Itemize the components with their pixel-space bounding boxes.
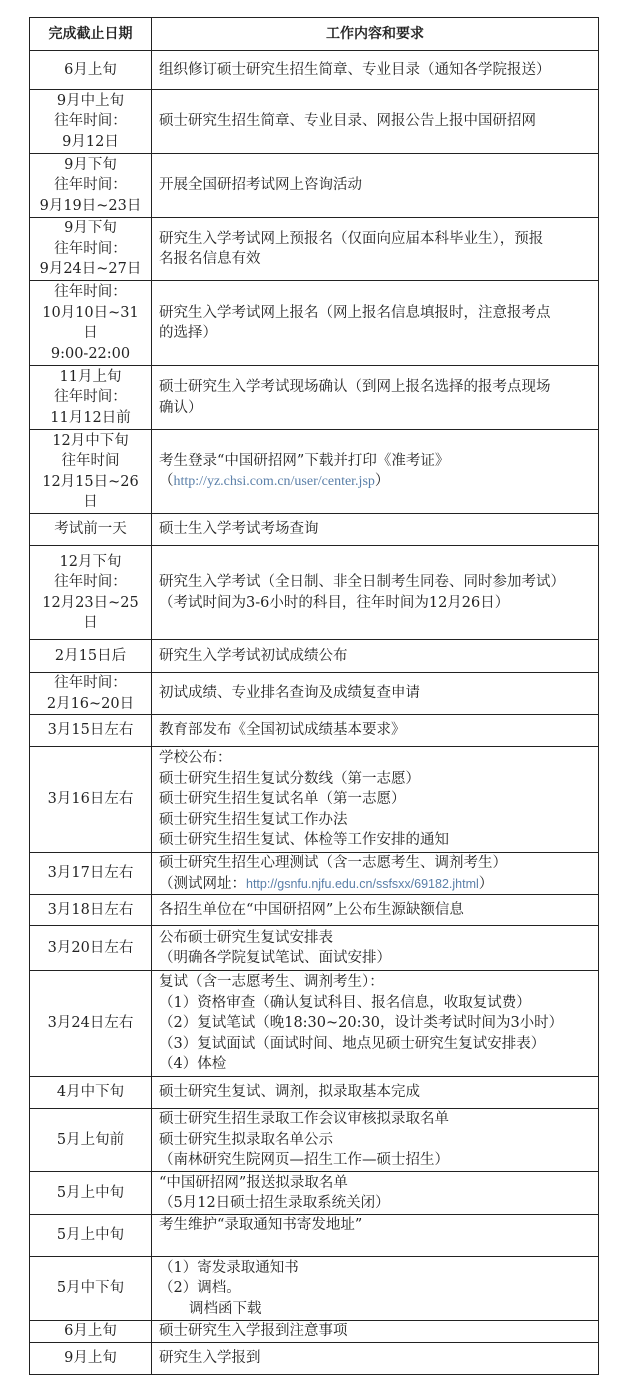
deadline-cell [30, 546, 152, 640]
table-row [30, 1215, 599, 1257]
content-cell [152, 154, 599, 218]
table-row [30, 90, 599, 154]
table-row [30, 546, 599, 640]
deadline-cell [30, 747, 152, 853]
table-row [30, 154, 599, 218]
deadline-line: 3月16日左右 [47, 791, 134, 808]
table-row [30, 853, 599, 895]
link-suffix: ） [374, 473, 390, 489]
deadline-line: 9月12日 [62, 133, 119, 150]
content-cell [152, 218, 599, 281]
table-row [30, 1321, 599, 1343]
deadline-line: 5月上中旬 [56, 1227, 125, 1244]
content-line: （明确各学院复试笔试、面试安排） [159, 950, 391, 966]
content-cell [152, 853, 599, 895]
deadline-line: 往年时间： [54, 574, 127, 590]
content-cell [152, 366, 599, 430]
header-deadline: 完成截止日期 [30, 18, 152, 51]
content-line: （5月12日硕士招生录取系统关闭） [159, 1195, 390, 1211]
deadline-line: 往年时间： [54, 284, 127, 300]
content-line: “中国研招网”报送拟录取名单 [159, 1174, 348, 1191]
content-line: （1）寄发录取通知书 [159, 1259, 299, 1276]
content-line: 考生维护“录取通知书寄发地址” [159, 1217, 363, 1233]
content-cell [152, 546, 599, 640]
table-row [30, 1109, 599, 1172]
deadline-line: 12月23日~25 [42, 594, 139, 611]
content-line: （考试时间为3-6小时的科目，往年时间为12月26日） [159, 594, 510, 611]
admission-schedule-table [29, 17, 599, 1375]
content-line: 硕士研究生招生复试工作办法 [159, 811, 348, 828]
deadline-line: 9:00-22:00 [50, 345, 131, 362]
content-cell [152, 747, 599, 853]
deadline-line: 日 [83, 325, 98, 341]
content-line: 组织修订硕士研究生招生简章、专业目录（通知各学院报送） [159, 61, 551, 78]
content-line: 研究生入学考试（全日制、非全日制考生同卷、同时参加考试） [159, 574, 565, 590]
table-row [30, 1257, 599, 1321]
content-line: 硕士研究生招生简章、专业目录、网报公告上报中国研招网 [159, 113, 536, 130]
content-cell [152, 895, 599, 926]
deadline-line: 5月中下旬 [56, 1280, 125, 1297]
content-line: 名报名信息有效 [159, 251, 261, 267]
deadline-line: 11月12日前 [50, 409, 131, 426]
content-line: （2）调档。 [159, 1280, 241, 1297]
table-row [30, 673, 599, 715]
content-line: （4）体检 [159, 1056, 227, 1073]
content-cell [152, 640, 599, 673]
content-line [159, 874, 598, 895]
content-cell [152, 971, 599, 1077]
deadline-line: 3月15日左右 [47, 722, 134, 739]
content-line: 硕士研究生招生复试、体检等工作安排的通知 [159, 832, 449, 849]
content-line: （3）复试面试（面试时间、地点见硕士研究生复试安排表） [159, 1035, 546, 1052]
content-line: 复试（含一志愿考生、调剂考生）： [159, 974, 384, 991]
deadline-line: 3月24日左右 [47, 1015, 134, 1032]
deadline-line: 12月下旬 [59, 553, 122, 570]
url-link[interactable]: http://yz.chsi.com.cn/user/center.jsp [173, 474, 375, 489]
content-cell [152, 926, 599, 971]
header-content: 工作内容和要求 [152, 18, 599, 51]
deadline-cell [30, 51, 152, 90]
table-row [30, 971, 599, 1077]
content-cell [152, 673, 599, 715]
deadline-line: 12月15日~26 [42, 473, 139, 490]
deadline-line: 2月16~20日 [46, 695, 135, 712]
deadline-line: 6月上旬 [64, 1323, 117, 1340]
content-line: 考生登录“中国研招网”下载并打印《准考证》 [159, 452, 450, 469]
content-cell [152, 430, 599, 514]
deadline-cell [30, 90, 152, 154]
content-line: 硕士研究生拟录取名单公示 [159, 1131, 333, 1148]
content-cell [152, 1172, 599, 1215]
content-line: 硕士研究生招生录取工作会议审核拟录取名单 [159, 1111, 449, 1128]
link-prefix: （ [159, 473, 174, 489]
link-prefix: （测试网址： [159, 875, 246, 892]
content-line: 研究生入学考试网上预报名（仅面向应届本科毕业生），预报 [159, 230, 544, 247]
url-link[interactable]: http://gsnfu.njfu.edu.cn/ssfsxx/69182.jhtml [246, 876, 479, 891]
content-line: 研究生入学考试初试成绩公布 [159, 647, 348, 664]
deadline-cell [30, 853, 152, 895]
table-row [30, 715, 599, 747]
deadline-line: 日 [83, 615, 98, 631]
deadline-cell [30, 971, 152, 1077]
deadline-line: 5月上中旬 [56, 1184, 125, 1201]
content-cell [152, 1109, 599, 1172]
table-row [30, 281, 599, 366]
content-cell [152, 90, 599, 154]
deadline-line: 9月中上旬 [56, 92, 125, 109]
deadline-line: 3月17日左右 [47, 865, 134, 882]
deadline-line: 6月上旬 [64, 61, 117, 78]
deadline-cell [30, 281, 152, 366]
content-line: 教育部发布《全国初试成绩基本要求》 [159, 722, 406, 739]
content-line [159, 1236, 598, 1257]
deadline-line: 往年时间： [54, 240, 127, 257]
deadline-line: 5月上旬前 [56, 1131, 125, 1148]
content-line: 学校公布： [159, 750, 232, 767]
deadline-line: 10月10日~31 [42, 304, 139, 321]
deadline-line: 3月20日左右 [47, 939, 134, 956]
table-row [30, 1172, 599, 1215]
deadline-line: 3月18日左右 [47, 901, 134, 918]
deadline-cell [30, 514, 152, 546]
deadline-line: 往年时间： [54, 113, 127, 130]
deadline-line: 9月下旬 [64, 156, 117, 173]
content-line: 硕士研究生入学报到注意事项 [159, 1323, 348, 1340]
content-line: 硕士研究生招生心理测试（含一志愿考生、调剂考生） [159, 855, 507, 871]
content-line: 公布硕士研究生复试安排表 [159, 929, 333, 946]
deadline-line: 往年时间： [54, 675, 127, 691]
table-row [30, 430, 599, 514]
content-cell [152, 1257, 599, 1321]
content-cell [152, 514, 599, 546]
content-line: 调档函下载 [189, 1300, 262, 1317]
table-row [30, 640, 599, 673]
deadline-cell [30, 673, 152, 715]
deadline-cell [30, 1172, 152, 1215]
deadline-line: 12月中下旬 [52, 432, 129, 449]
deadline-line: 4月中下旬 [56, 1084, 125, 1101]
content-line: 硕士生入学考试考场查询 [159, 521, 319, 538]
content-cell [152, 1077, 599, 1109]
content-line: （南林研究生院网页—招生工作—硕士招生） [159, 1152, 449, 1169]
deadline-cell [30, 218, 152, 281]
table-row [30, 218, 599, 281]
content-line: （1）资格审查（确认复试科目、报名信息，收取复试费） [159, 994, 531, 1011]
content-cell [152, 51, 599, 90]
deadline-line: 往年时间： [54, 177, 127, 194]
table-row [30, 1077, 599, 1109]
table-row [30, 926, 599, 971]
content-line: 硕士研究生入学考试现场确认（到网上报名选择的报考点现场 [159, 379, 551, 395]
deadline-line: 9月19日~23日 [39, 197, 142, 214]
deadline-line: 往年时间： [54, 389, 127, 406]
deadline-cell [30, 1343, 152, 1375]
deadline-cell [30, 1257, 152, 1321]
content-line: 确认） [159, 399, 203, 416]
content-cell [152, 281, 599, 366]
content-line: 硕士研究生招生复试名单（第一志愿） [159, 791, 406, 808]
table-body [30, 51, 599, 1375]
deadline-cell [30, 640, 152, 673]
deadline-line: 往年时间 [61, 453, 120, 469]
table-row [30, 366, 599, 430]
deadline-line: 9月24日~27日 [39, 261, 142, 278]
deadline-cell [30, 1109, 152, 1172]
content-line: 初试成绩、专业排名查询及成绩复查申请 [159, 685, 420, 702]
deadline-line: 考试前一天 [54, 521, 127, 538]
deadline-cell [30, 1321, 152, 1343]
content-line: 硕士研究生招生复试分数线（第一志愿） [159, 770, 420, 787]
table-row [30, 895, 599, 926]
deadline-cell [30, 430, 152, 514]
content-line: 各招生单位在“中国研招网”上公布生源缺额信息 [159, 901, 464, 918]
content-line: （2）复试笔试（晚18:30~20:30，设计类考试时间为3小时） [159, 1015, 564, 1032]
content-line: 开展全国研招考试网上咨询活动 [159, 177, 362, 194]
deadline-line: 11月上旬 [59, 368, 122, 385]
deadline-line: 2月15日后 [54, 647, 127, 664]
deadline-cell [30, 366, 152, 430]
table-row [30, 747, 599, 853]
deadline-cell [30, 154, 152, 218]
deadline-cell [30, 895, 152, 926]
content-line: 研究生入学考试网上报名（网上报名信息填报时，注意报考点 [159, 304, 551, 321]
content-line: 的选择） [159, 325, 217, 341]
content-cell [152, 715, 599, 747]
content-cell [152, 1343, 599, 1375]
deadline-cell [30, 1215, 152, 1257]
table-row [30, 514, 599, 546]
link-suffix: ） [478, 875, 494, 892]
deadline-line: 9月下旬 [64, 220, 117, 237]
content-line: 研究生入学报到 [159, 1350, 261, 1367]
deadline-cell [30, 1077, 152, 1109]
content-cell [152, 1215, 599, 1257]
deadline-cell [30, 715, 152, 747]
content-cell [152, 1321, 599, 1343]
deadline-line: 9月上旬 [64, 1350, 117, 1367]
deadline-line: 日 [83, 494, 98, 510]
deadline-cell [30, 926, 152, 971]
content-line: 硕士研究生复试、调剂，拟录取基本完成 [159, 1084, 420, 1101]
table-row [30, 1343, 599, 1375]
content-line [159, 471, 598, 493]
table-header-row [30, 18, 599, 51]
table-row [30, 51, 599, 90]
